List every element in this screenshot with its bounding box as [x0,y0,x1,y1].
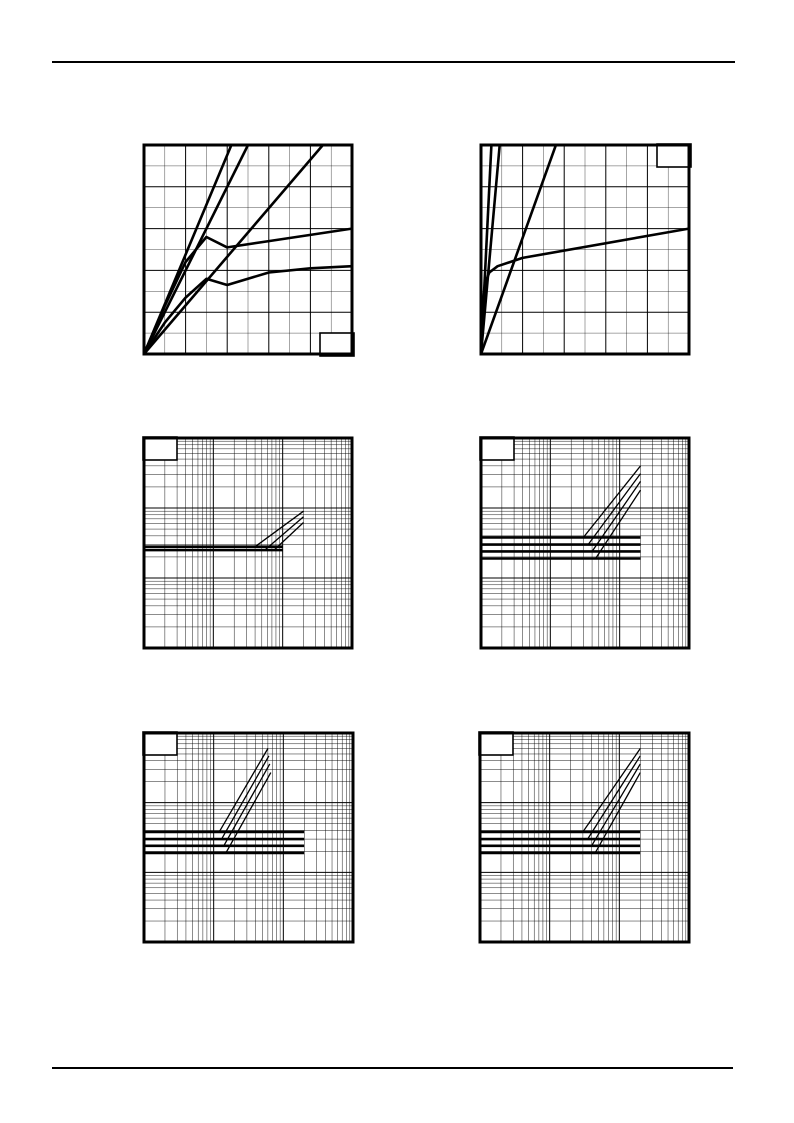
plot-frame [480,733,689,942]
series-line-4 [265,517,304,550]
series-line-8 [226,773,271,853]
chart-3 [143,437,352,648]
chart-2 [481,144,691,354]
corner-label-box [479,732,513,755]
chart-1 [144,145,354,356]
series-line-5 [274,523,304,551]
series-line-6 [588,474,640,545]
series-line-6 [222,756,269,839]
plot-frame [481,438,689,648]
corner-label-box [143,437,177,460]
corner-label-box [143,732,177,755]
series-line-8 [595,773,640,853]
chart-6 [479,732,689,942]
plot-frame [144,733,353,942]
corner-label-box [480,437,514,460]
corner-label-box [657,144,691,167]
chart-5 [143,732,353,942]
series-line-6 [588,756,641,839]
plot-frame [144,438,352,648]
chart-4 [480,437,689,648]
